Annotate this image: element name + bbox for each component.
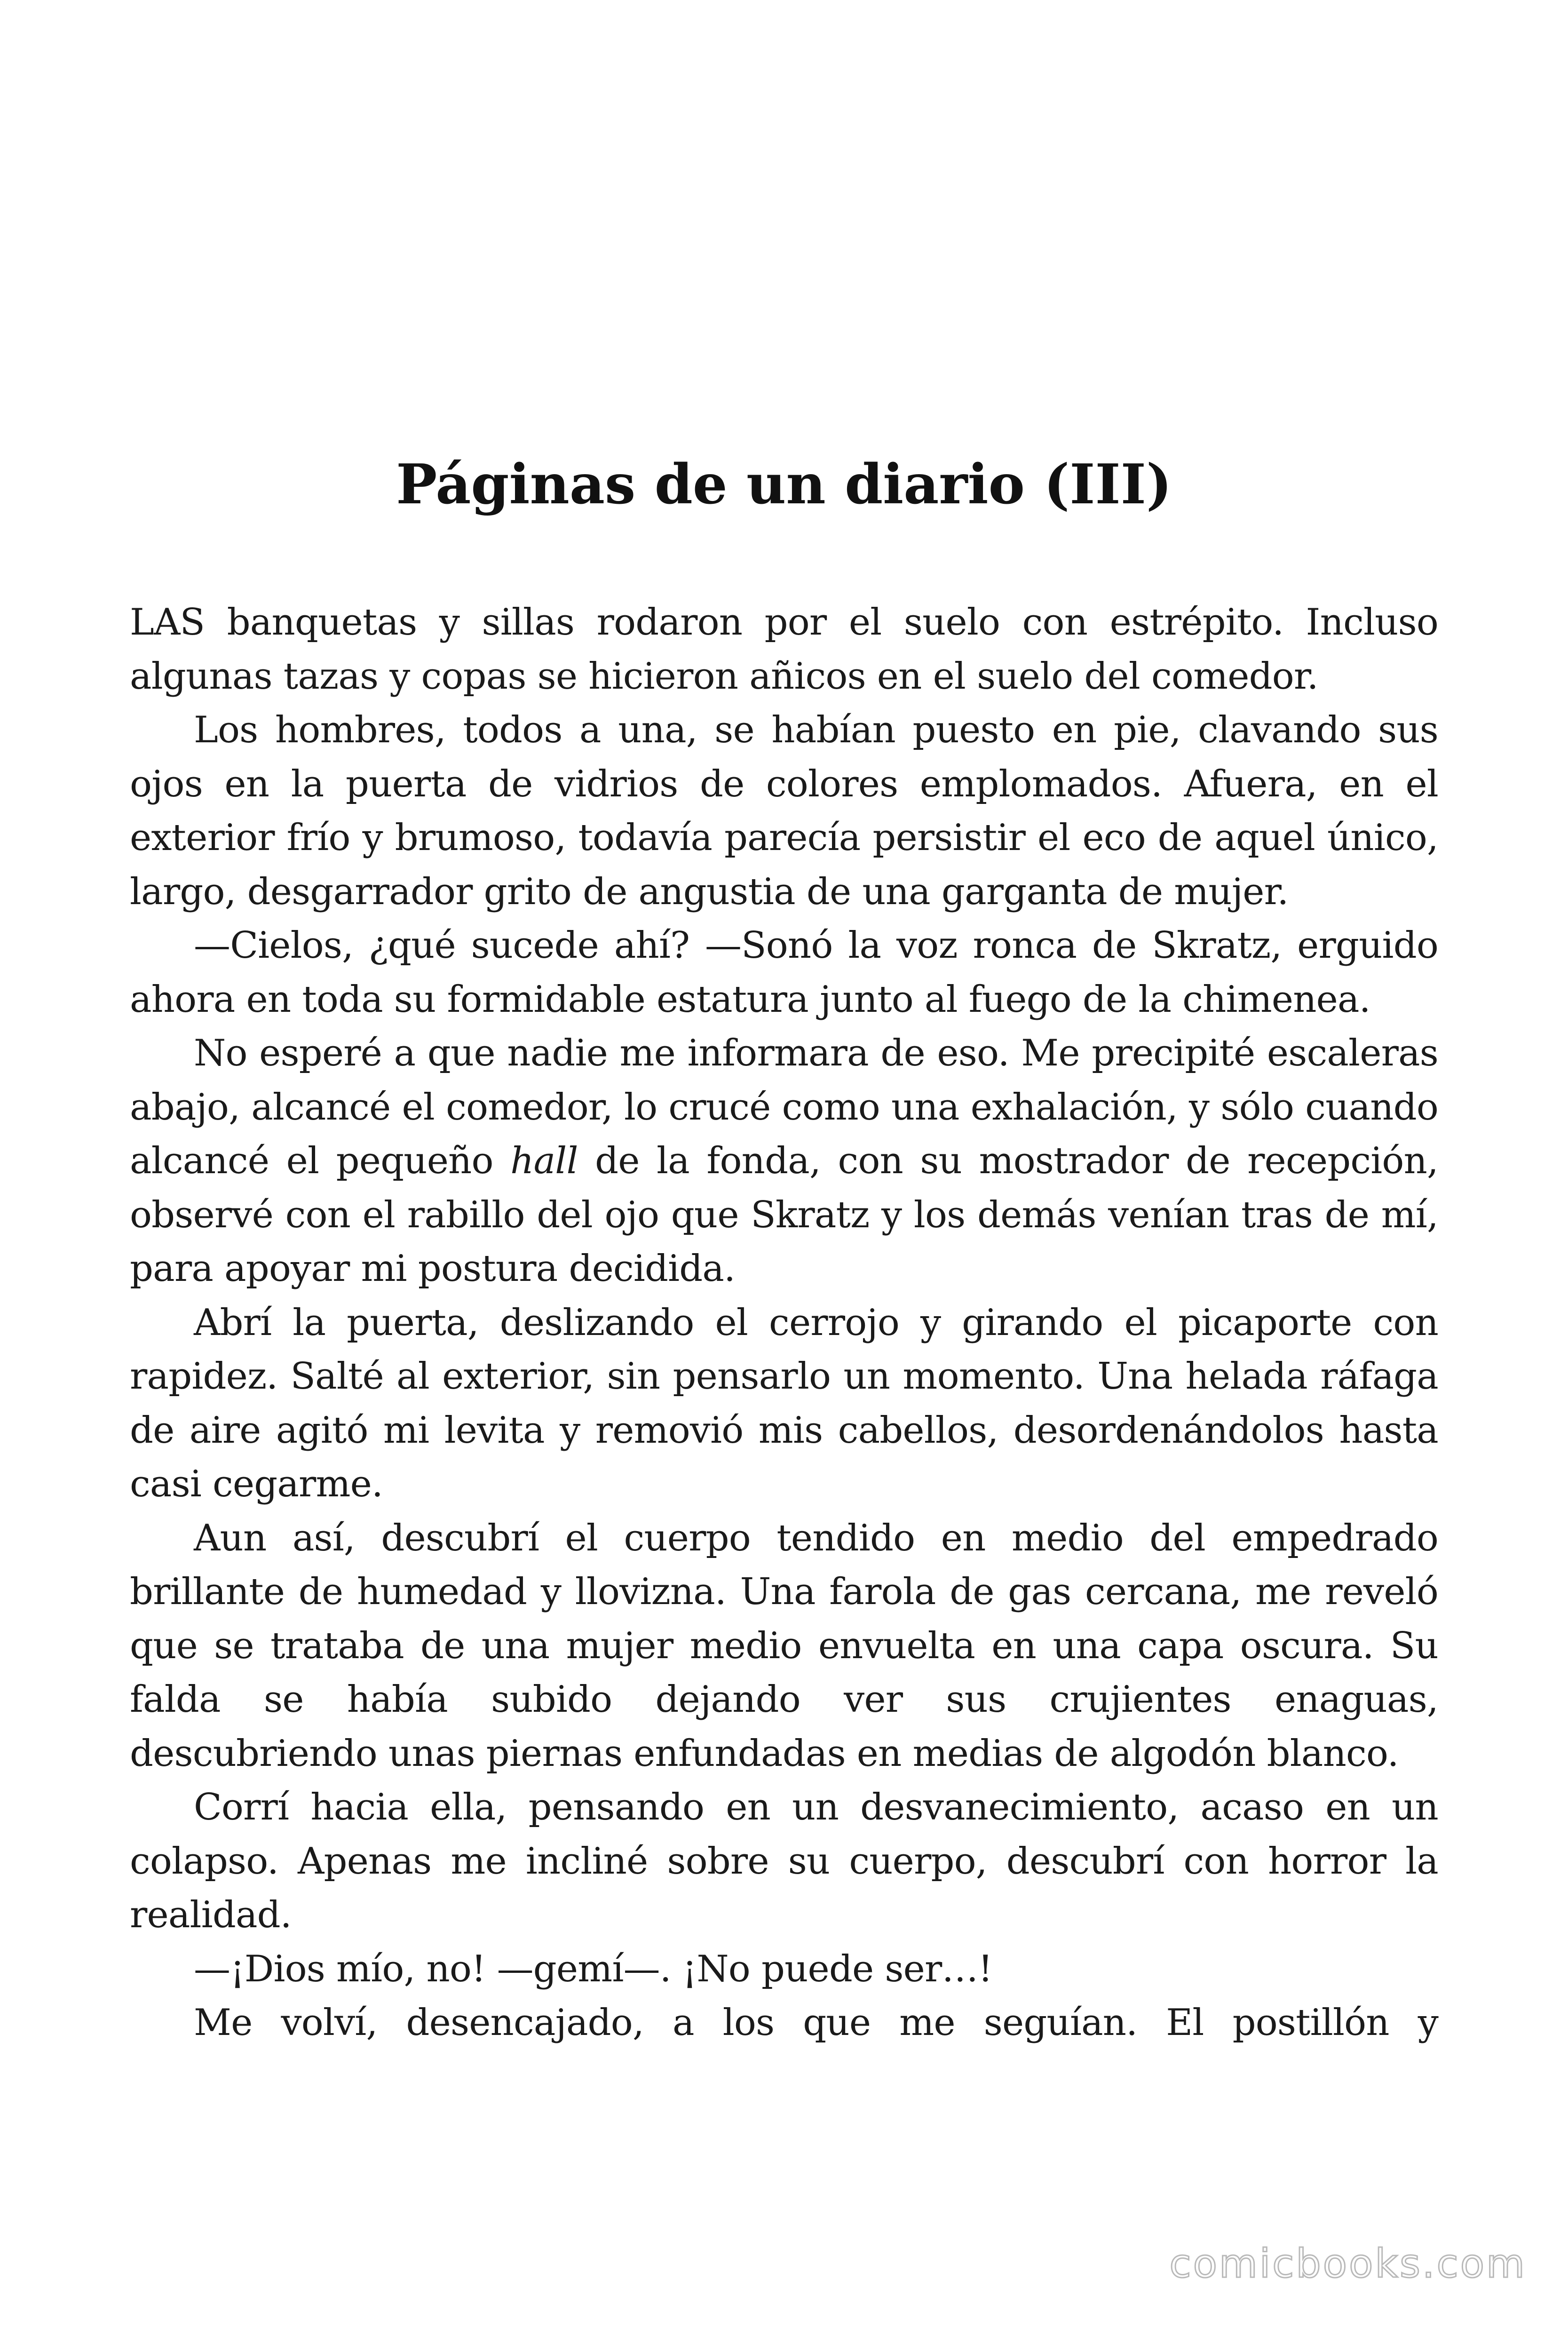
watermark: comicbooks.com (1169, 2241, 1527, 2287)
body-text (130, 596, 1438, 2050)
chapter-title: Páginas de un diario (III) (396, 453, 1172, 516)
paragraph-4 (130, 1026, 1438, 1296)
paragraph-6: Aun así, descubrí el cuerpo tendido en medio del empedrado brillante de humedad y llovizna. Una farola de gas cercana, me reveló que se trataba de una mujer medio envuelta en una capa oscura. Su falda se había subido dejando ver sus crujientes enaguas, descubriendo unas piernas enfundadas en medias de algodón blanco. (130, 1517, 1438, 1775)
paragraph-7: Corrí hacia ella, pensando en un desvanecimiento, acaso en un colapso. Apenas me incliné sobre su cuerpo, descubrí con horror la realidad. (130, 1786, 1438, 1936)
paragraph-4-text-before: No esperé a que nadie me informara de eso. Me precipité escaleras abajo, alcancé el comedor, lo crucé como una exhalación, y sólo cuando alcancé el pequeño (130, 1032, 1438, 1182)
paragraph-5: Abrí la puerta, deslizando el cerrojo y girando el picaporte con rapidez. Salté al exterior, sin pensarlo un momento. Una helada ráfaga de aire agitó mi levita y removió mis cabellos, desordenándolos hasta casi cegarme. (130, 1301, 1438, 1505)
italic-word-hall: hall (510, 1140, 578, 1182)
paragraph-4-text-after: de la fonda, con su mostrador de recepción, observé con el rabillo del ojo que Skratz y los demás venían tras de mí, para apoyar mi postura decidida. (130, 1140, 1438, 1290)
paragraph-1: LAS banquetas y sillas rodaron por el suelo con estrépito. Incluso algunas tazas y copas se hicieron añicos en el suelo del comedor. (130, 601, 1438, 698)
paragraph-3: —Cielos, ¿qué sucede ahí? —Sonó la voz ronca de Skratz, erguido ahora en toda su formidable estatura junto al fuego de la chimenea. (130, 924, 1438, 1021)
paragraph-9: Me volví, desencajado, a los que me seguían. El postillón y (194, 2002, 1438, 2044)
paragraph-8: —¡Dios mío, no! —gemí—. ¡No puede ser…! (194, 1947, 993, 1990)
paragraph-2: Los hombres, todos a una, se habían puesto en pie, clavando sus ojos en la puerta de vidrios de colores emplomados. Afuera, en el exterior frío y brumoso, todavía parecía persistir el eco de aquel único, largo, desgarrador grito de angustia de una garganta de mujer. (130, 709, 1438, 913)
